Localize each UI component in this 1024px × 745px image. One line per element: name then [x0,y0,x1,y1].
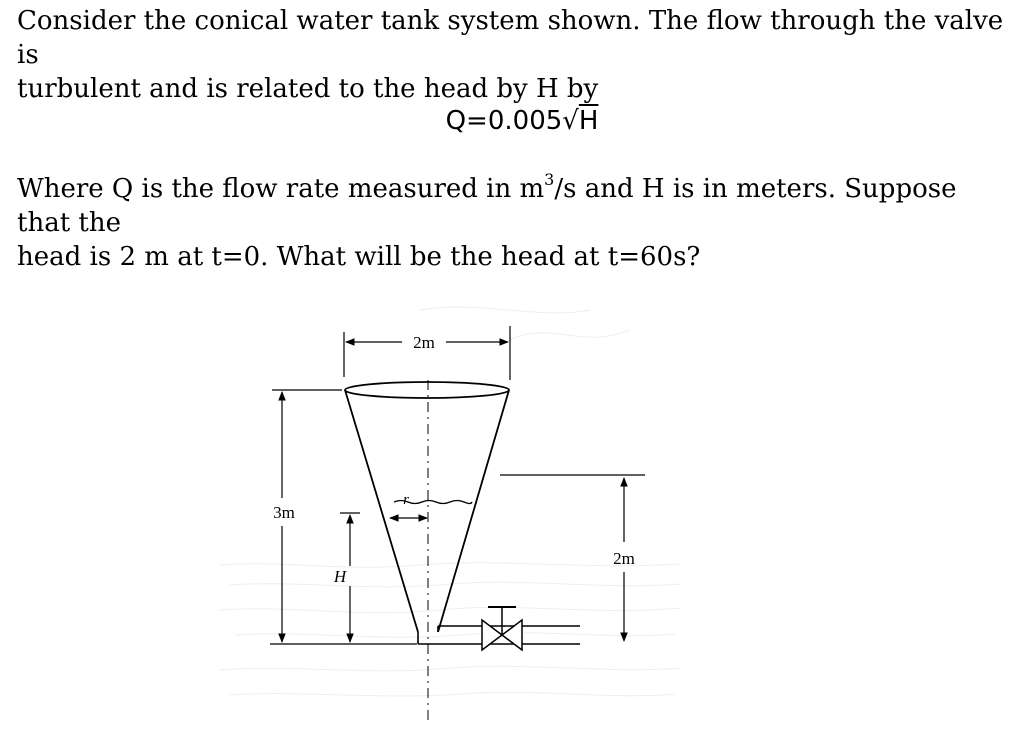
cone-rim [345,382,509,398]
intro-line-2: turbulent and is related to the head by H by [17,74,599,104]
problem-intro [17,4,1007,106]
equation-lhs: Q=0.005√ [445,106,579,136]
tank-height-label: 3m [273,503,295,522]
problem-question [17,172,1017,274]
head-2m-label: 2m [613,549,635,568]
question-part-a: Where Q is the flow rate measured in m [17,174,545,204]
cone-left-wall [345,390,418,632]
question-line-2: head is 2 m at t=0. What will be the head at t=60s? [17,242,701,272]
intro-line-1: Consider the conical water tank system shown. The flow through the valve is [17,6,1004,70]
cone-right-wall [438,390,509,632]
radius-label: r [403,492,409,508]
equation-radicand: H [578,106,599,136]
question-exponent: 3 [544,170,555,190]
question-part-b: /s and H is in meters. Suppose that the [17,174,957,238]
flow-equation [0,104,1024,138]
conical-tank-figure [220,280,690,740]
head-symbol-label: H [333,567,347,586]
top-width-label: 2m [413,333,435,352]
